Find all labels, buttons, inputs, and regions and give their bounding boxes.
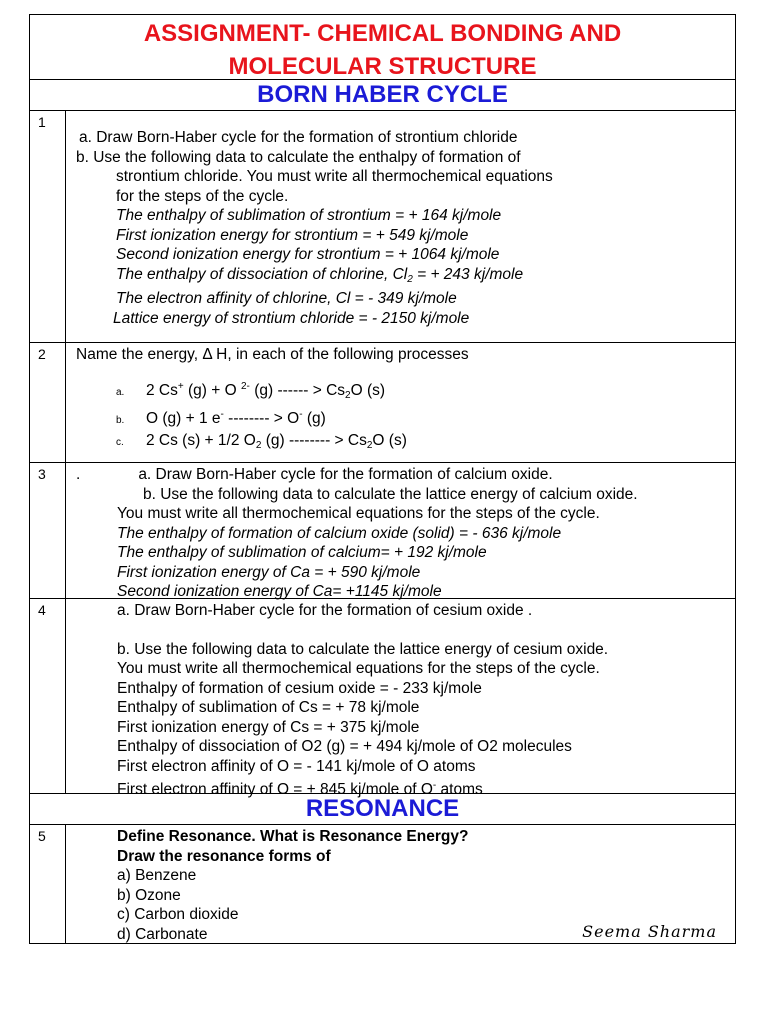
q5-option: a) Benzene	[117, 867, 197, 884]
question-number: 4	[30, 599, 66, 793]
eq-text: (g)	[302, 410, 326, 427]
q3-data-line: The enthalpy of sublimation of calcium= + 192 kj/mole	[117, 544, 487, 561]
q1-part-b-line3: for the steps of the cycle.	[116, 187, 289, 205]
question-number: 1	[30, 111, 66, 342]
eq-text: (g) ------ > Cs	[249, 381, 346, 399]
q2-item-c	[76, 431, 735, 456]
q5-line: Define Resonance. What is Resonance Energy?	[117, 828, 469, 845]
q5-option: b) Ozone	[117, 886, 181, 904]
q1-data-line: The enthalpy of sublimation of strontium = + 164 kj/mole	[116, 207, 502, 224]
question-5-row	[30, 825, 735, 943]
q2-prompt: Name the energy, Δ H, in each of the following processes	[76, 346, 469, 363]
subscript: 2	[255, 439, 262, 451]
question-body	[66, 825, 735, 943]
question-body	[66, 111, 735, 342]
q1-data-line	[76, 265, 735, 290]
q3-part-a: a. Draw Born-Haber cycle for the formation of calcium oxide.	[138, 466, 553, 483]
item-label: a.	[116, 386, 125, 398]
stray-dot: .	[76, 466, 81, 483]
q2-item-a	[76, 377, 735, 406]
q1-part-a: a. Draw Born-Haber cycle for the formation of strontium chloride	[79, 129, 518, 146]
superscript: +	[177, 380, 184, 392]
superscript: 2-	[241, 380, 250, 392]
section-header-born-haber	[30, 80, 735, 111]
q1-part-b: b. Use the following data to calculate the enthalpy of formation of	[76, 148, 521, 166]
q4-data-line: Enthalpy of sublimation of Cs = + 78 kj/mole	[117, 699, 420, 716]
q4-data-line: First ionization energy of Cs = + 375 kj/mole	[117, 718, 420, 736]
section-title: RESONANCE	[305, 795, 460, 822]
question-body	[66, 343, 735, 462]
q1-data-line: First ionization energy for strontium = + 549 kj/mole	[116, 226, 469, 244]
q1-data-line: The electron affinity of chlorine, Cl = - 349 kj/mole	[116, 290, 457, 307]
eq-text: (g) + O	[183, 381, 241, 399]
q5-option: c) Carbon dioxide	[117, 906, 239, 923]
q4-data-line: First electron affinity of O = - 141 kj/mole of O atoms	[117, 757, 476, 775]
q4-data-line: Enthalpy of dissociation of O2 (g) = + 494 kj/mole of O2 molecules	[117, 738, 572, 755]
q3-data-line: Second ionization energy of Ca= +1145 kj/mole	[117, 583, 442, 600]
assignment-table	[29, 14, 736, 944]
q3-part-b: b. Use the following data to calculate the lattice energy of calcium oxide.	[143, 485, 638, 503]
section-header-resonance	[30, 794, 735, 825]
eq-text: -------- > O	[223, 410, 300, 427]
superscript: -	[432, 780, 437, 791]
q3-part-a-line	[76, 465, 735, 485]
q3-instruction: You must write all thermochemical equations for the steps of the cycle.	[117, 505, 600, 522]
q4-instruction: You must write all thermochemical equations for the steps of the cycle.	[117, 660, 600, 677]
eq-text: O (s)	[372, 431, 407, 449]
subscript: 2	[407, 273, 413, 285]
item-label: b.	[116, 415, 125, 426]
question-number: 2	[30, 343, 66, 462]
q1-data-text: = + 243 kj/mole	[412, 265, 524, 283]
q4-part-a: a. Draw Born-Haber cycle for the formation of cesium oxide .	[117, 602, 533, 619]
title-row	[30, 15, 735, 80]
q2-item-b	[76, 405, 735, 431]
q4-data-line: Enthalpy of formation of cesium oxide = - 233 kj/mole	[117, 679, 482, 697]
page-title-line1: ASSIGNMENT- CHEMICAL BONDING AND	[143, 20, 622, 47]
subscript: 2	[366, 439, 373, 451]
question-body	[66, 463, 735, 598]
q3-data-line: First ionization energy of Ca = + 590 kj/mole	[117, 563, 421, 581]
q1-data-line: Lattice energy of strontium chloride = - 2150 kj/mole	[113, 309, 470, 327]
q4-data-text: atoms	[436, 781, 483, 798]
superscript: -	[220, 409, 224, 420]
eq-text: 2 Cs (s) + 1/2 O	[146, 431, 256, 449]
question-1-row	[30, 111, 735, 343]
question-4-row	[30, 599, 735, 798]
q5-option: d) Carbonate	[117, 925, 208, 943]
signature: Seema Sharma	[582, 921, 717, 941]
page-title-line2: MOLECULAR STRUCTURE	[228, 53, 537, 80]
q3-data-line: The enthalpy of formation of calcium oxide (solid) = - 636 kj/mole	[117, 524, 562, 542]
eq-text: (g) -------- > Cs	[261, 431, 367, 449]
subscript: 2	[345, 389, 351, 401]
question-3-row	[30, 463, 735, 599]
item-label: c.	[116, 436, 124, 448]
eq-text: 2 Cs	[146, 381, 178, 399]
q1-data-line: Second ionization energy for strontium = + 1064 kj/mole	[116, 246, 500, 263]
q5-line: Draw the resonance forms of	[117, 847, 331, 865]
eq-text: O (s)	[350, 381, 386, 399]
question-body	[66, 599, 735, 798]
section-title: BORN HABER CYCLE	[257, 81, 508, 108]
question-number: 5	[30, 825, 66, 943]
q4-data-text: First electron affinity of O = + 845 kj/mole of O	[117, 781, 433, 798]
eq-text: O (g) + 1 e	[146, 410, 221, 427]
q4-part-b: b. Use the following data to calculate the lattice energy of cesium oxide.	[117, 640, 609, 658]
question-number: 3	[30, 463, 66, 598]
question-2-row	[30, 343, 735, 463]
superscript: -	[299, 409, 303, 420]
q1-part-b-line2: strontium chloride. You must write all thermochemical equations	[116, 168, 553, 185]
q1-data-text: The enthalpy of dissociation of chlorine, Cl	[116, 265, 408, 283]
